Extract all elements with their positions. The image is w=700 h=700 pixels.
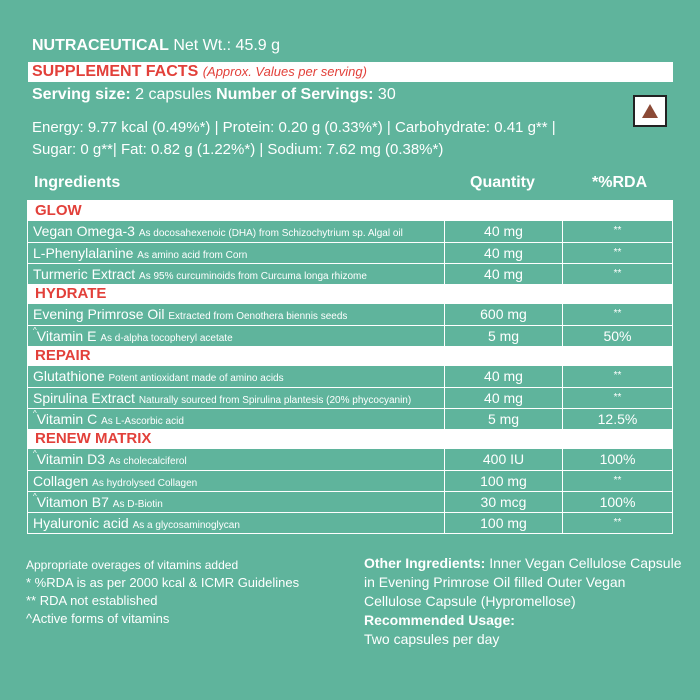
other-ingredients-text: Inner Vegan Cellulose Capsule in Evening Primrose Oil filled Outer Vegan Cellulose Capsule (Hypromellose) (364, 555, 682, 609)
rda-cell: 50% (562, 326, 672, 346)
servings-count-label: Number of Servings: (216, 86, 374, 103)
quantity-cell: 5 mg (444, 409, 562, 429)
serving-size-label: Serving size: (32, 86, 131, 103)
quantity-cell: 5 mg (444, 326, 562, 346)
ingredient-cell (28, 388, 444, 408)
active-form-mark: ^ (33, 492, 37, 501)
table-row (28, 512, 672, 533)
ingredient-cell (28, 492, 444, 512)
table-row (28, 366, 672, 387)
ingredient-cell (28, 366, 444, 387)
nutrition-summary (32, 117, 632, 161)
rda-cell: 100% (562, 449, 672, 470)
ingredient-description: As docosahexenoic (DHA) from Schizochytrium sp. Algal oil (138, 228, 403, 239)
ingredient-name: Glutathione (33, 368, 105, 384)
ingredient-name: Vitamon B7 (36, 494, 109, 510)
ingredient-description: As amino acid from Corn (137, 250, 248, 261)
quantity-cell: 40 mg (444, 388, 562, 408)
table-row (28, 221, 672, 242)
ingredient-cell (28, 409, 444, 429)
ingredient-cell (28, 471, 444, 491)
brand-name: NUTRACEUTICAL (32, 37, 169, 54)
table-row (28, 470, 672, 491)
ingredient-description: As a glycosaminoglycan (132, 520, 240, 531)
ingredient-name: Vegan Omega-3 (33, 223, 135, 239)
net-weight: Net Wt.: 45.9 g (173, 37, 281, 54)
ingredient-description: As D-Biotin (112, 499, 163, 510)
facts-title: SUPPLEMENT FACTS (32, 63, 199, 80)
footnote-active-forms: ^Active forms of vitamins (26, 611, 170, 626)
quantity-cell: 40 mg (444, 366, 562, 387)
veg-symbol-triangle-icon (633, 95, 667, 127)
ingredient-description: As d-alpha tocopheryl acetate (100, 333, 233, 344)
rda-cell: ** (562, 243, 672, 263)
nutrition-line-2: Sugar: 0 g**| Fat: 0.82 g (1.22%*) | Sodium: 7.62 mg (0.38%*) (32, 141, 444, 158)
ingredient-description: Potent antioxidant made of amino acids (108, 373, 284, 384)
rda-cell: 12.5% (562, 409, 672, 429)
rda-cell: ** (562, 264, 672, 284)
facts-subtitle: (Approx. Values per serving) (202, 64, 367, 79)
column-header-quantity: Quantity (470, 174, 535, 191)
table-row (28, 491, 672, 512)
recommended-usage-label: Recommended Usage: (364, 612, 515, 628)
footnote-rda-not-established: ** RDA not established (26, 593, 158, 608)
quantity-cell: 100 mg (444, 513, 562, 533)
ingredient-description: Naturally sourced from Spirulina plantesis (20% phycocyanin) (138, 395, 412, 406)
ingredient-description: Extracted from Oenothera biennis seeds (168, 311, 348, 322)
quantity-cell: 40 mg (444, 243, 562, 263)
quantity-cell: 30 mcg (444, 492, 562, 512)
ingredient-description: As cholecalciferol (108, 456, 187, 467)
ingredient-description: As L-Ascorbic acid (101, 416, 184, 427)
table-row (28, 387, 672, 408)
other-ingredients-label: Other Ingredients: (364, 555, 486, 571)
table-row (28, 325, 672, 346)
rda-cell: ** (562, 221, 672, 242)
table-row (28, 242, 672, 263)
rda-cell: ** (562, 366, 672, 387)
ingredients-table (27, 200, 673, 534)
active-form-mark: ^ (33, 326, 37, 335)
ingredient-name: Evening Primrose Oil (33, 306, 165, 322)
quantity-cell: 600 mg (444, 304, 562, 325)
rda-cell: ** (562, 471, 672, 491)
serving-size-value: 2 capsules (135, 86, 212, 103)
quantity-cell: 400 IU (444, 449, 562, 470)
column-header-ingredients: Ingredients (34, 174, 121, 191)
table-row (28, 408, 672, 429)
section-header: GLOW (28, 201, 672, 221)
section-header: RENEW MATRIX (28, 429, 672, 449)
ingredient-description: As 95% curcuminoids from Curcuma longa rhizome (139, 271, 367, 282)
recommended-usage-text: Two capsules per day (364, 631, 500, 647)
rda-cell: ** (562, 513, 672, 533)
ingredient-cell (28, 221, 444, 242)
supplement-facts-band (28, 62, 673, 82)
quantity-cell: 40 mg (444, 221, 562, 242)
ingredient-name: L-Phenylalanine (33, 245, 134, 261)
ingredient-name: Vitamin D3 (36, 451, 105, 467)
ingredient-cell (28, 243, 444, 263)
column-header-rda: *%RDA (592, 174, 648, 191)
table-row (28, 304, 672, 325)
section-header: REPAIR (28, 346, 672, 366)
ingredient-cell (28, 449, 444, 470)
ingredient-cell (28, 513, 444, 533)
rda-cell: ** (562, 388, 672, 408)
ingredient-name: Spirulina Extract (33, 390, 135, 406)
rda-cell: ** (562, 304, 672, 325)
ingredient-cell (28, 264, 444, 284)
section-header: HYDRATE (28, 284, 672, 304)
ingredient-description: As hydrolysed Collagen (92, 478, 198, 489)
table-row (28, 449, 672, 470)
ingredient-name: Vitamin E (36, 328, 97, 344)
active-form-mark: ^ (33, 409, 37, 418)
footnotes (26, 556, 299, 628)
serving-info (32, 86, 396, 104)
quantity-cell: 100 mg (444, 471, 562, 491)
ingredient-name: Hyaluronic acid (33, 515, 129, 531)
ingredient-cell (28, 326, 444, 346)
active-form-mark: ^ (33, 449, 37, 458)
table-row (28, 263, 672, 284)
footnote-rda-basis: * %RDA is as per 2000 kcal & ICMR Guidelines (26, 575, 300, 590)
header-line (32, 37, 280, 55)
servings-count-value: 30 (377, 86, 396, 103)
quantity-cell: 40 mg (444, 264, 562, 284)
ingredient-name: Vitamin C (36, 411, 98, 427)
other-info (364, 554, 684, 649)
ingredient-name: Collagen (33, 473, 89, 489)
other-ingredients (364, 554, 684, 611)
rda-cell: 100% (562, 492, 672, 512)
ingredient-name: Turmeric Extract (33, 266, 136, 282)
ingredient-cell (28, 304, 444, 325)
nutrition-line-1: Energy: 9.77 kcal (0.49%*) | Protein: 0.20 g (0.33%*) | Carbohydrate: 0.41 g** | (32, 119, 556, 136)
footnote-overages: Appropriate overages of vitamins added (26, 558, 239, 572)
